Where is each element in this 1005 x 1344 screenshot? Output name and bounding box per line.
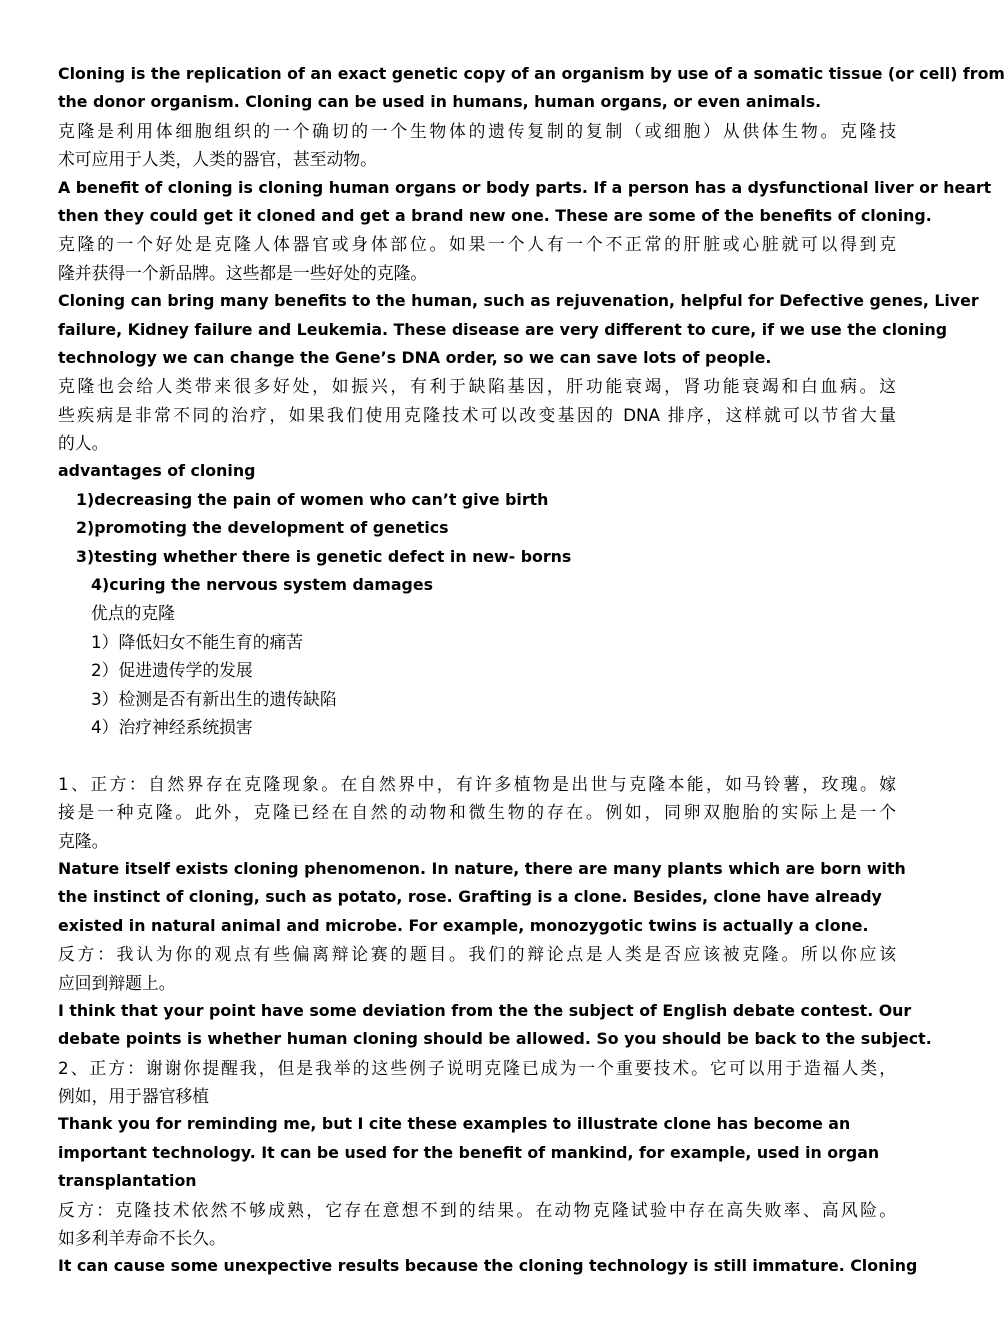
paragraph-line-en: Nature itself exists cloning phenomenon. In nature, there are many plants which are born with bbox=[58, 858, 906, 878]
paragraph-line-en: I think that your point have some deviation from the the subject of English debate contest. Our bbox=[58, 1000, 912, 1020]
paragraph-line-en: then they could get it cloned and get a brand new one. These are some of the benefits of cloning. bbox=[58, 205, 932, 225]
paragraph-line-cn: 克隆是利用体细胞组织的一个确切的一个生物体的遗传复制的复制（或细胞）从供体生物。克隆技 bbox=[58, 120, 896, 141]
paragraph-line-cn: 反方：克隆技术依然不够成熟，它存在意想不到的结果。在动物克隆试验中存在高失败率、高风险。 bbox=[58, 1199, 896, 1220]
paragraph-line-cn: 接是一种克隆。此外，克隆已经在自然的动物和微生物的存在。例如，同卵双胞胎的实际上是一个 bbox=[58, 802, 896, 823]
cloning-intro-section bbox=[58, 60, 1005, 486]
paragraph-line-en: Cloning can bring many benefits to the human, such as rejuvenation, helpful for Defective genes, Liver bbox=[58, 291, 979, 311]
paragraph-line-en: the instinct of cloning, such as potato, rose. Grafting is a clone. Besides, clone have already bbox=[58, 887, 882, 907]
blank-line bbox=[58, 741, 896, 769]
advantage-item-cn: 1）降低妇女不能生育的痛苦 bbox=[91, 631, 304, 652]
advantage-item-cn: 3）检测是否有新出生的遗传缺陷 bbox=[91, 688, 337, 709]
advantages-list-en bbox=[58, 486, 896, 600]
paragraph-line-cn: 克隆也会给人类带来很多好处，如振兴，有利于缺陷基因，肝功能衰竭，肾功能衰竭和白血病。这 bbox=[58, 376, 896, 397]
paragraph-line-cn: 例如，用于器官移植 bbox=[58, 1086, 210, 1107]
paragraph-line-en: A benefit of cloning is cloning human organs or body parts. If a person has a dysfunctional liver or heart bbox=[58, 177, 992, 197]
advantage-item-en: 1)decreasing the pain of women who can’t give birth bbox=[76, 489, 549, 509]
paragraph-line-en: It can cause some unexpective results because the cloning technology is still immature. Cloning bbox=[58, 1256, 918, 1276]
paragraph-line-cn: 如多利羊寿命不长久。 bbox=[58, 1228, 226, 1249]
paragraph-line-en: transplantation bbox=[58, 1171, 197, 1191]
paragraph-line-cn: 的人。 bbox=[58, 433, 109, 454]
paragraph-line-cn: 应回到辩题上。 bbox=[58, 972, 176, 993]
paragraph-line-cn: 术可应用于人类，人类的器官，甚至动物。 bbox=[58, 149, 377, 170]
paragraph-line-en: failure, Kidney failure and Leukemia. These disease are very different to cure, if we use the cloning bbox=[58, 319, 948, 339]
paragraph-line-cn: 反方：我认为你的观点有些偏离辩论赛的题目。我们的辩论点是人类是否应该被克隆。所以你应该 bbox=[58, 944, 896, 965]
paragraph-line-en: existed in natural animal and microbe. For example, monozygotic twins is actually a clone. bbox=[58, 915, 869, 935]
document-body bbox=[58, 60, 1005, 1281]
paragraph-line-cn: 1、正方：自然界存在克隆现象。在自然界中，有许多植物是出世与克隆本能，如马铃薯，玫瑰。嫁 bbox=[58, 773, 896, 794]
paragraph-line-cn: 些疾病是非常不同的治疗，如果我们使用克隆技术可以改变基因的 DNA 排序，这样就可以节省大量 bbox=[58, 404, 896, 425]
advantage-item-en: 3)testing whether there is genetic defect in new- borns bbox=[76, 546, 572, 566]
advantages-list-cn bbox=[58, 599, 896, 741]
advantages-title-cn: 优点的克隆 bbox=[91, 603, 175, 624]
paragraph-line-en: Thank you for reminding me, but I cite these examples to illustrate clone has become an bbox=[58, 1114, 851, 1134]
paragraph-line-en: technology we can change the Gene’s DNA order, so we can save lots of people. bbox=[58, 347, 772, 367]
advantage-item-cn: 4）治疗神经系统损害 bbox=[91, 716, 253, 737]
paragraph-line-cn: 克隆的一个好处是克隆人体器官或身体部位。如果一个人有一个不正常的肝脏或心脏就可以得到克 bbox=[58, 234, 896, 255]
debate-section bbox=[58, 770, 932, 1281]
paragraph-line-cn: 隆并获得一个新品牌。这些都是一些好处的克隆。 bbox=[58, 262, 428, 283]
paragraph-line-en: Cloning is the replication of an exact genetic copy of an organism by use of a somatic tissue (or cell) from bbox=[58, 64, 1005, 83]
advantage-item-cn: 2）促进遗传学的发展 bbox=[91, 660, 253, 681]
paragraph-line-en: important technology. It can be used for the benefit of mankind, for example, used in organ bbox=[58, 1142, 880, 1162]
advantage-item-en: 2)promoting the development of genetics bbox=[76, 518, 449, 538]
advantage-item-en: 4)curing the nervous system damages bbox=[91, 575, 433, 595]
paragraph-line-cn: 2、正方：谢谢你提醒我，但是我举的这些例子说明克隆已成为一个重要技术。它可以用于造福人类， bbox=[58, 1057, 896, 1078]
paragraph-line-en: advantages of cloning bbox=[58, 461, 256, 481]
paragraph-line-en: debate points is whether human cloning should be allowed. So you should be back to the subject. bbox=[58, 1029, 932, 1049]
paragraph-line-cn: 克隆。 bbox=[58, 830, 109, 851]
paragraph-line-en: the donor organism. Cloning can be used in humans, human organs, or even animals. bbox=[58, 92, 822, 112]
